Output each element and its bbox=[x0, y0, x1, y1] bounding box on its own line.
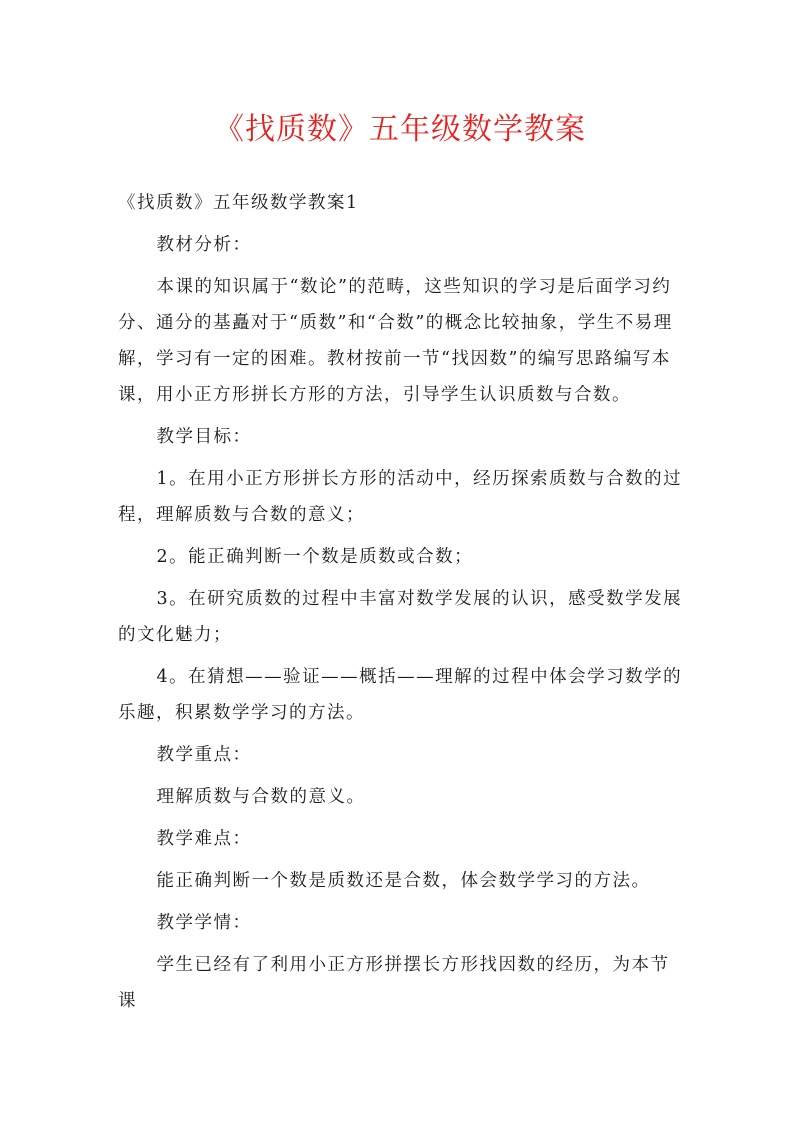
paragraph-analysis: 本课的知识属于“数论”的范畴，这些知识的学习是后面学习约分、通分的基矗对于“质数”和“合数”的概念比较抽象，学生不易理解，学习有一定的困难。教材按前一节“找因数”的编写思路编写本课，用小正方形拼长方形的方法，引导学生认识质数与合数。 bbox=[118, 277, 673, 405]
goal-item-2: 2。能正确判断一个数是质数或合数； bbox=[156, 547, 474, 567]
goal-item-3: 3。在研究质数的过程中丰富对数学发展的认识，感受数学发展的文化魅力； bbox=[118, 589, 683, 645]
heading-difficulties: 教学难点： bbox=[156, 829, 252, 849]
heading-textbook-analysis: 教材分析： bbox=[156, 235, 252, 255]
heading-teaching-goals: 教学目标： bbox=[156, 427, 252, 447]
goal-item-1: 1。在用小正方形拼长方形的活动中，经历探索质数与合数的过程，理解质数与合数的意义； bbox=[118, 469, 683, 525]
goal-item-4: 4。在猜想——验证——概括——理解的过程中体会学习数学的乐趣，积累数学学习的方法。 bbox=[118, 667, 683, 723]
heading-key-points: 教学重点： bbox=[156, 745, 252, 765]
heading-lesson-plan-1: 《找质数》五年级数学教案1 bbox=[118, 193, 359, 213]
paragraph-difficulties: 能正确判断一个数是质数还是合数，体会数学学习的方法。 bbox=[156, 871, 651, 891]
document-body bbox=[118, 185, 688, 1019]
document-title: 《找质数》五年级数学教案 bbox=[214, 112, 586, 147]
paragraph-key-points: 理解质数与合数的意义。 bbox=[156, 787, 366, 807]
paragraph-student-situation: 学生已经有了利用小正方形拼摆长方形找因数的经历，为本节课 bbox=[118, 955, 670, 1011]
heading-student-situation: 教学学情： bbox=[156, 913, 252, 933]
